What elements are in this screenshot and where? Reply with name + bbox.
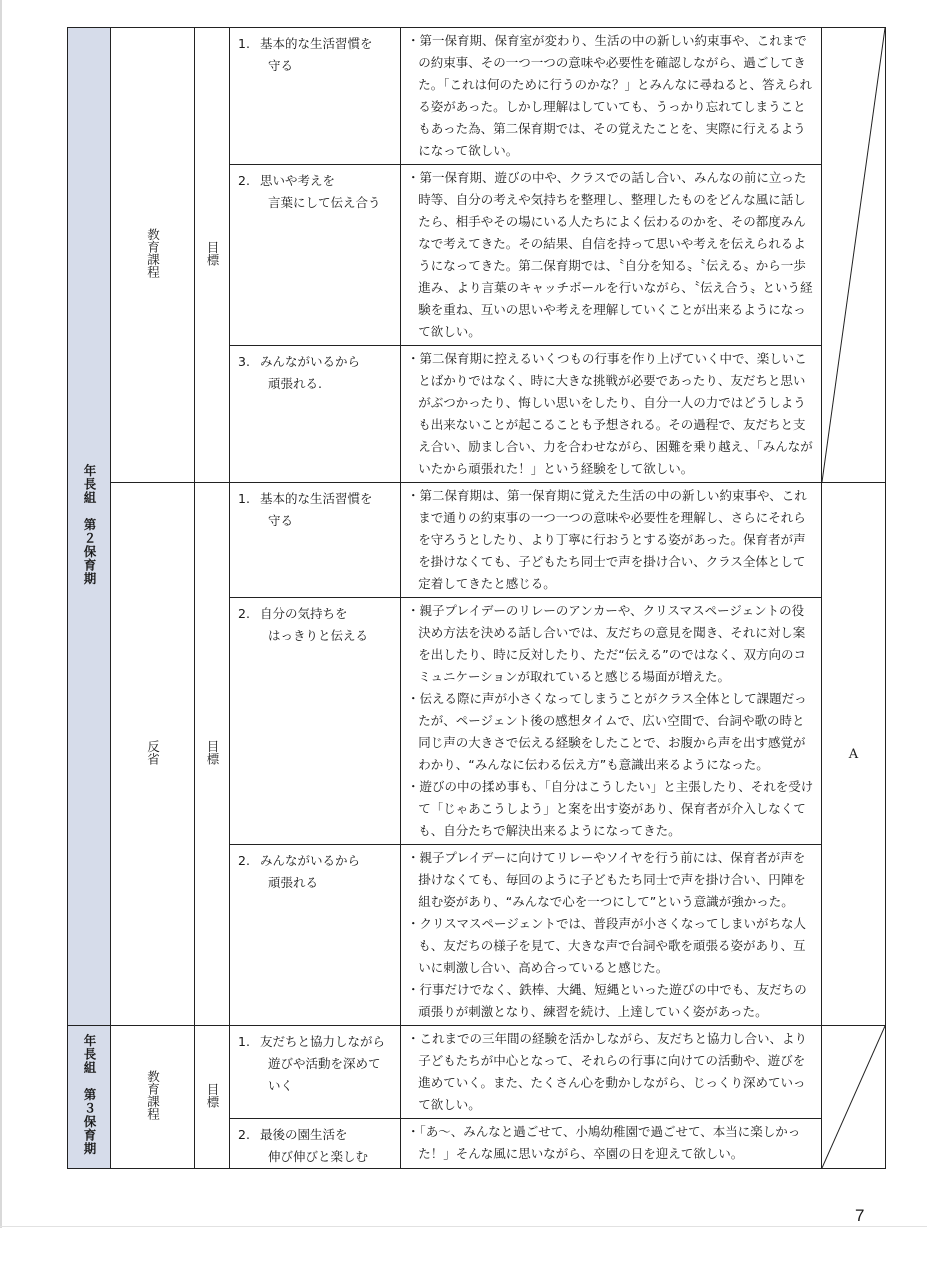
period-2-label: 年長組 第２保育期 xyxy=(68,28,111,1026)
description-cell: ・「あ～、みんなと過ごせて、小鳩幼稚園で過ごせて、本当に楽しかった！」そんな風に思いながら、卒園の日を迎えて欲しい。 xyxy=(401,1119,822,1169)
goal-cell: 1. 友だちと協力しながら 遊びや活動を深めて いく xyxy=(230,1026,401,1119)
category-curriculum: 教育課程 xyxy=(111,1026,195,1169)
page-edge xyxy=(0,0,2,1228)
description-cell: ・第一保育期、遊びの中や、クラスでの話し合い、みんなの前に立った時等、自分の考えや気持ちを整理し、整理したものをどんな風に話したら、相手やその場にいる人たちによく伝わるのかを、その都度みんなで考えてきた。その結果、自信を持って思いや考えを伝えられるようになってきた。第二保育期では、〝自分を知る〟〝伝える〟から一歩進み、より言葉のキャッチボールを行いながら、〝伝え合う〟という経験を重ね、互いの思いや考えを理解していくことが出来るようになって欲しい。 xyxy=(401,165,822,346)
grade-slash-cell xyxy=(822,1026,886,1169)
goal-cell: 2. みんながいるから 頑張れる xyxy=(230,845,401,1026)
goal-cell: 1. 基本的な生活習慣を 守る xyxy=(230,28,401,165)
description-cell: ・第一保育期、保育室が変わり、生活の中の新しい約束事や、これまでの約束事、その一つ一つの意味や必要性を確認しながら、過ごしてきた。「これは何のために行うのかな？」とみんなに尋ねると、答えられる姿があった。しかし理解はしていても、うっかり忘れてしまうこともあった為、第二保育期では、その覚えたことを、実際に行えるようになって欲しい。 xyxy=(401,28,822,165)
page-number: 7 xyxy=(855,1206,865,1225)
goal-cell: 2. 最後の園生活を 伸び伸びと楽しむ xyxy=(230,1119,401,1169)
goal-cell: 1. 基本的な生活習慣を 守る xyxy=(230,483,401,598)
description-cell: ・これまでの三年間の経験を活かしながら、友だちと協力し合い、より子どもたちが中心となって、それらの行事に向けての活動や、遊びを進めていく。また、たくさん心を動かしながら、じっくり深めていって欲しい。 xyxy=(401,1026,822,1119)
period-3-label: 年長組 第３保育期 xyxy=(68,1026,111,1169)
category-curriculum: 教育課程 xyxy=(111,28,195,483)
kind-goal: 目標 xyxy=(195,1026,230,1169)
evaluation-table xyxy=(67,27,886,1169)
description-cell: ・親子プレイデーのリレーのアンカーや、クリスマスページェントの役決め方法を決める話し合いでは、友だちの意見を聞き、それに対し案を出したり、時に反対したり、ただ“伝える”のではなく、双方向のコミュニケーションが取れていると感じる場面が増えた。 ・伝える際に声が小さくなってしまうことがクラス全体として課題だったが、ページェント後の感想タイムで、広い空間で、台詞や歌の時と同じ声の大きさで伝える経験をしたことで、お腹から声を出す感覚がわかり、“みんなに伝わる伝え方”も意識出来るようになった。 ・遊びの中の揉め事も、「自分はこうしたい」と主張したり、それを受けて「じゃあこうしよう」と案を出す姿があり、保育者が介入しなくても、自分たちで解決出来るようになってきた。 xyxy=(401,598,822,845)
category-reflection: 反省 xyxy=(111,483,195,1026)
description-cell: ・第二保育期は、第一保育期に覚えた生活の中の新しい約束事や、これまで通りの約束事の一つ一つの意味や必要性を理解し、さらにそれらを守ろうとしたり、より丁寧に行おうとする姿があった。保育者が声を掛けなくても、子どもたち同士で声を掛け合い、クラス全体として定着してきたと感じる。 xyxy=(401,483,822,598)
description-cell: ・第二保育期に控えるいくつもの行事を作り上げていく中で、楽しいことばかりではなく、時に大きな挑戦が必要であったり、友だちと思いがぶつかったり、悔しい思いをしたり、自分一人の力ではどうしようも出来ないことが起こることも予想される。その過程で、友だちと支え合い、励まし合い、力を合わせながら、困難を乗り越え、「みんながいたから頑張れた！」という経験をして欲しい。 xyxy=(401,346,822,483)
description-cell: ・親子プレイデーに向けてリレーやソイヤを行う前には、保育者が声を掛けなくても、毎回のように子どもたち同士で声を掛け合い、円陣を組む姿があり、“みんなで心を一つにして”という意識が強かった。 ・クリスマスページェントでは、普段声が小さくなってしまいがちな人も、友だちの様子を見て、大きな声で台詞や歌を頑張る姿があり、互いに刺激し合い、高め合っていると感じた。 ・行事だけでなく、鉄棒、大縄、短縄といった遊びの中でも、友だちの頑張りが刺激となり、練習を続け、上達していく姿があった。 xyxy=(401,845,822,1026)
grade-cell: A xyxy=(822,483,886,1026)
goal-cell: 3. みんながいるから 頑張れる. xyxy=(230,346,401,483)
page-bottom-edge xyxy=(0,1226,927,1227)
kind-goal: 目標 xyxy=(195,28,230,483)
grade-slash-cell xyxy=(822,28,886,483)
goal-cell: 2. 思いや考えを 言葉にして伝え合う xyxy=(230,165,401,346)
kind-goal: 目標 xyxy=(195,483,230,1026)
goal-cell: 2. 自分の気持ちを はっきりと伝える xyxy=(230,598,401,845)
